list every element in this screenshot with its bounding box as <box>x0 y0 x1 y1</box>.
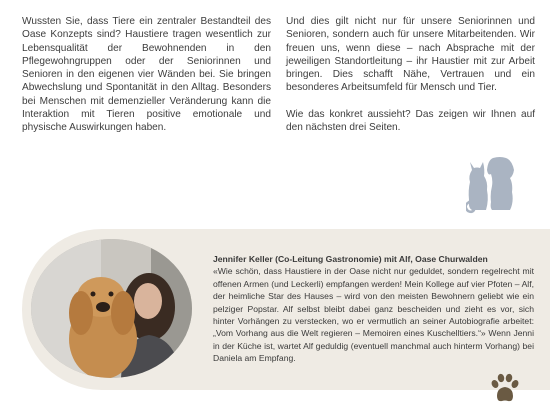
intro-column-right <box>286 15 535 134</box>
employee-quote <box>213 253 534 365</box>
quote-heading: Jennifer Keller (Co-Leitung Gastronomie) mit Alf, Oase Churwalden <box>213 254 488 264</box>
next-pages-paragraph: Wie das konkret aussieht? Das zeigen wir Ihnen auf den nächsten drei Seiten. <box>286 108 535 134</box>
quote-body: «Wie schön, dass Haustiere in der Oase nicht nur geduldet, sondern regelrecht mit offenen Armen (und Leckerli) empfangen werden! Mein Kollege auf vier Pfoten – Alf, der heimliche Star des Hauses – wird von den meisten Bewohnern geliebt wie ein pelziger Popstar. Alf selbst bleibt dabei ganz bescheiden und zieht es vor, sich hinter Vorhängen zu verstecken, wo er vermutlich an seiner Autobiografie arbeitet: „Vom Vorhang aus die Welt regieren – Memoiren eines Kuschelltiers.“» Wenn Jenni in der Küche ist, wartet Alf geduldig (eventuell manchmal auch hinterm Vorhang) bei Daniela am Empfang. <box>213 266 534 364</box>
paw-print-icon <box>488 372 522 406</box>
staff-pets-paragraph: Und dies gilt nicht nur für unsere Seniorinnen und Senioren, sondern auch für unsere Mitarbeitenden. Wir freuen uns, wenn diese – nach Absprache mit der jeweiligen Standortleitung – ihr Haustier mit zur Arbeit bringen. Dies schafft Nähe, Vertrauen und ein besonderes Arbeitsumfeld für Mensch und Tier. <box>286 16 535 94</box>
intro-column-left <box>22 15 271 135</box>
intro-paragraph: Wussten Sie, dass Tiere ein zentraler Bestandteil des Oase Konzepts sind? Haustiere tragen wesentlich zur Lebensqualität der Bewohnenden in den Pflegewohngruppen oder der Seniorinnen und Senioren in den eigenen vier Wänden bei. Sie bringen Abwechslung und Spontanität in den Alltag. Besonders bei Menschen mit demenzieller Veränderung kann die Interaktion mit Tieren positive emotionale und physische Auswirkungen haben. <box>22 16 271 134</box>
employee-dog-photo <box>31 239 192 378</box>
cat-and-dog-icon <box>466 150 518 214</box>
